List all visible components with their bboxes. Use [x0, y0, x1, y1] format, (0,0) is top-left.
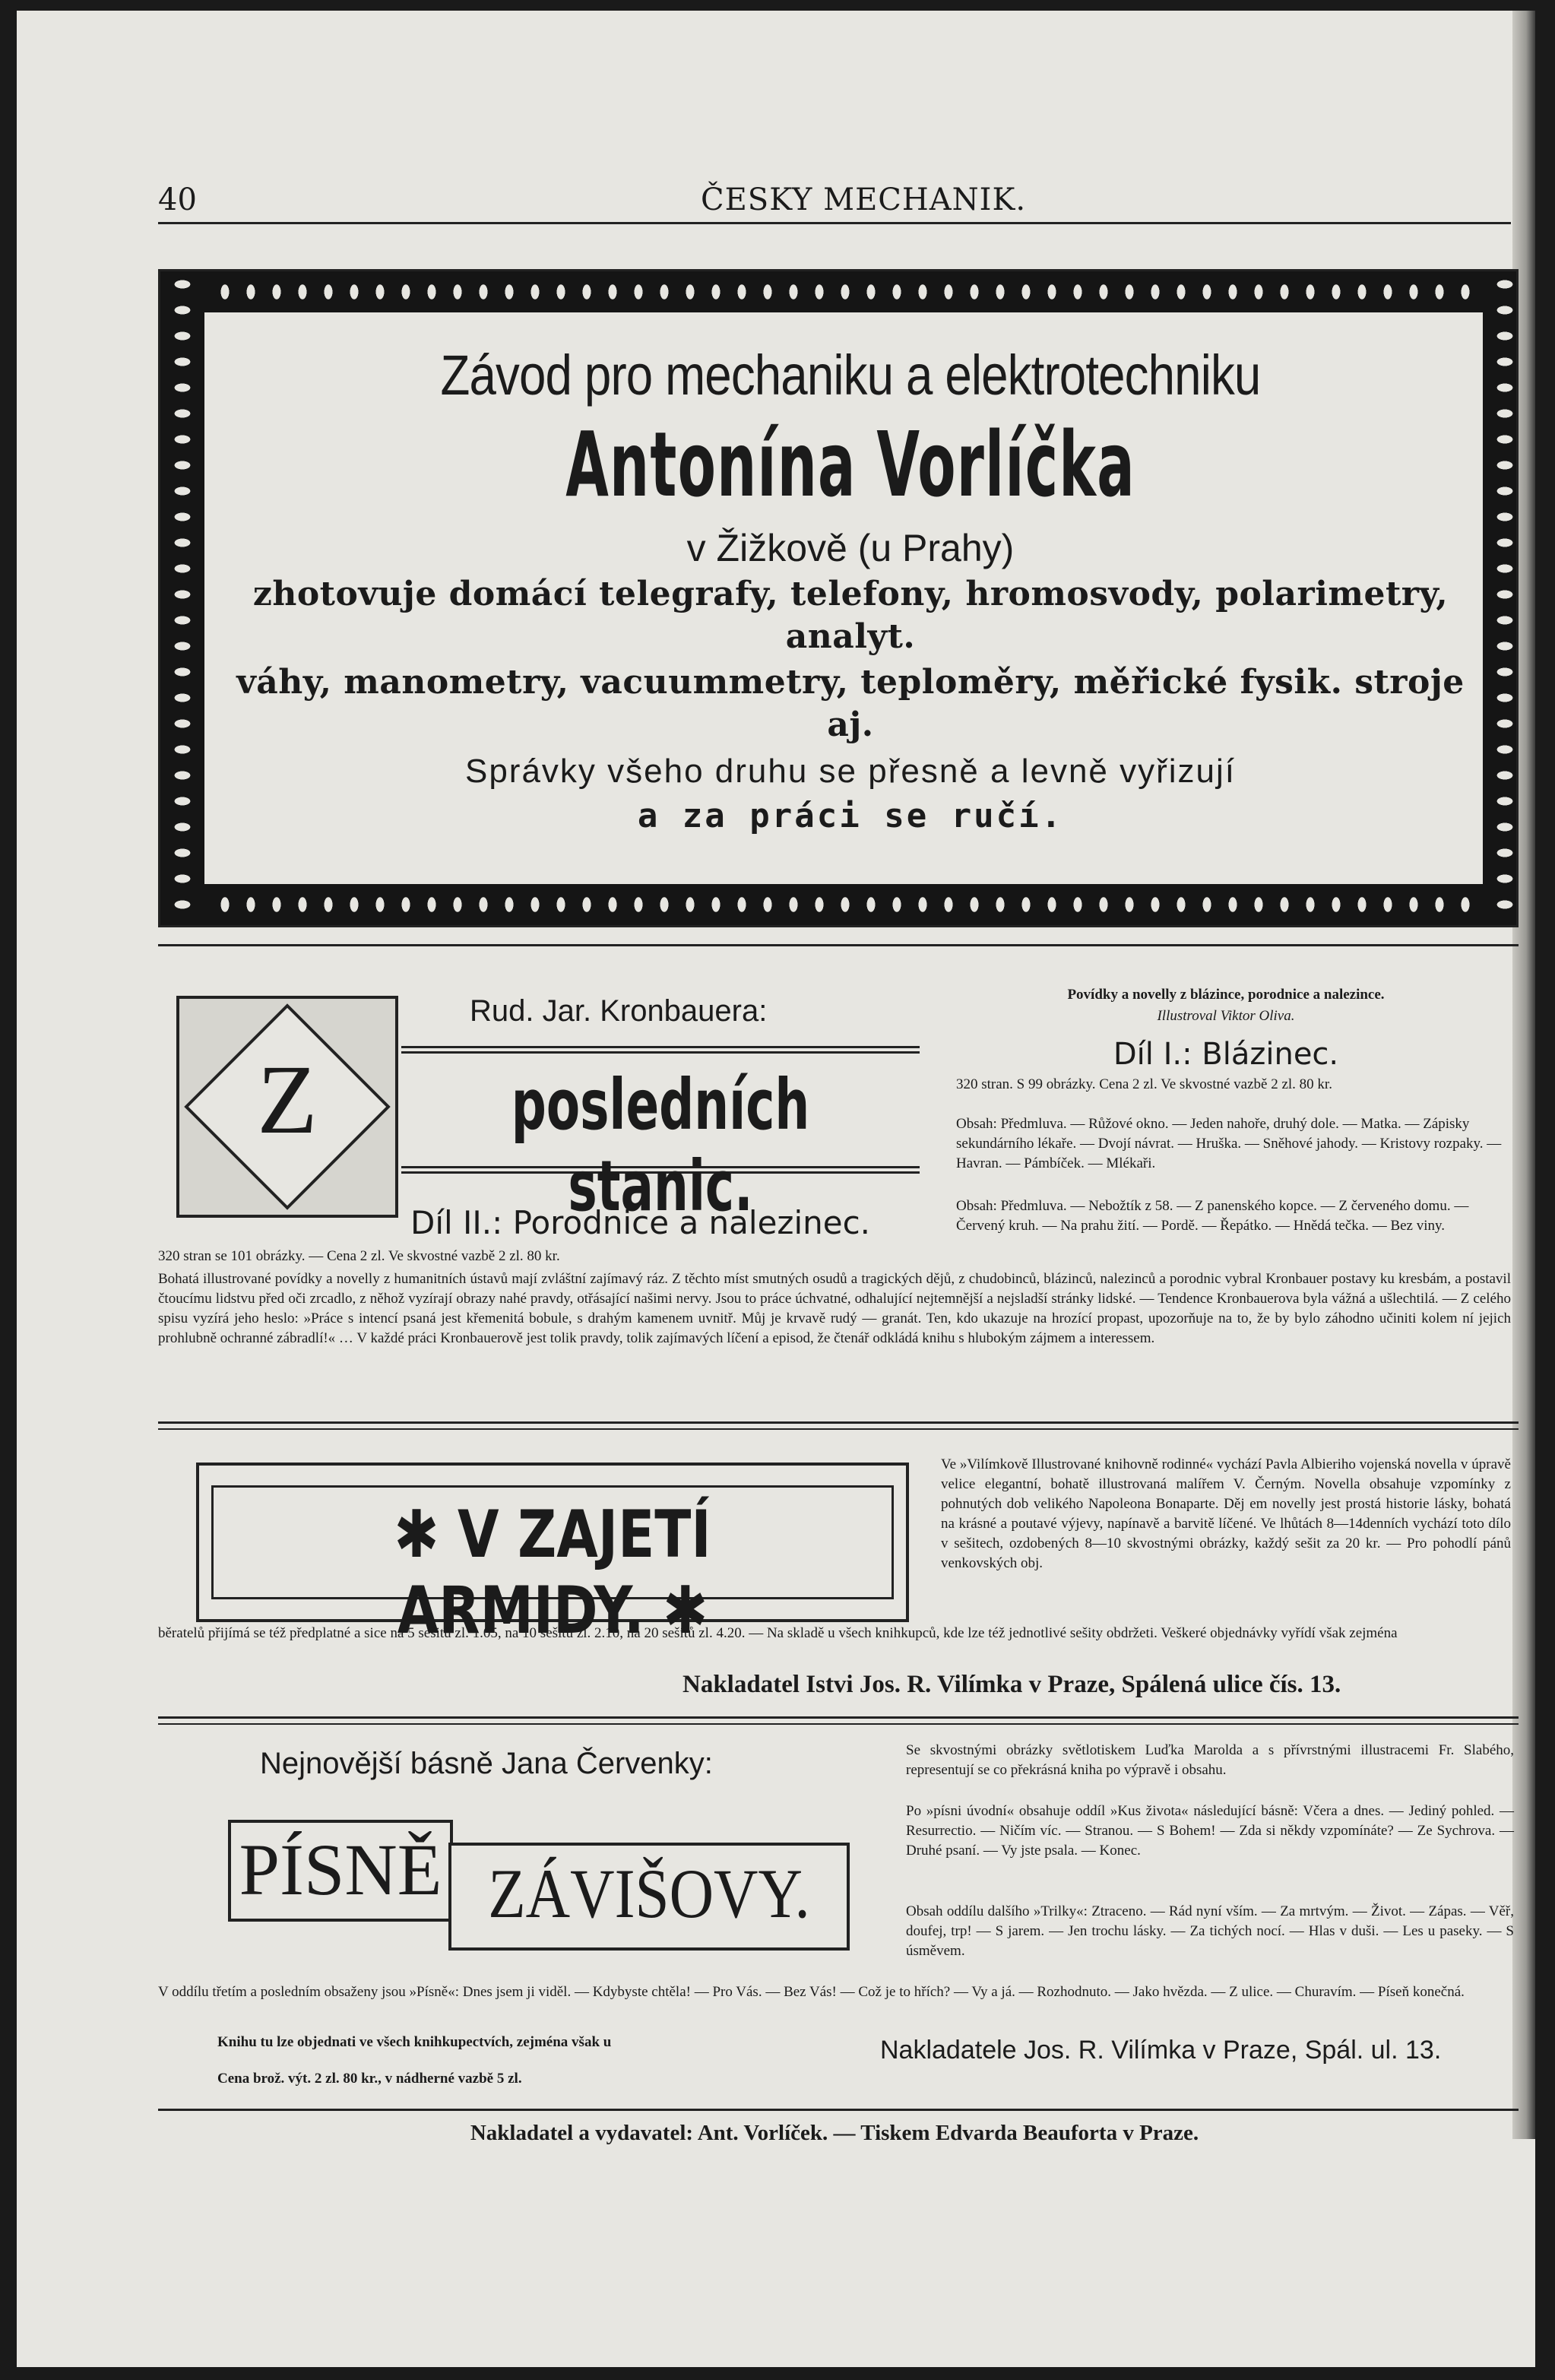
vorlicek-advert: [158, 269, 1519, 927]
kronbauer-author: Rud. Jar. Kronbauera:: [470, 994, 768, 1028]
advert-subtitle: Závod pro mechaniku a elektrotechniku: [440, 344, 1261, 407]
advert-products-2: váhy, manometry, vacuummetry, teploměry, měřické fysik. stroje aj.: [236, 663, 1465, 744]
kronbauer-right-heading: Povídky a novelly z blázince, porodnice a nalezince.: [1067, 987, 1385, 1003]
section-rule: [158, 1716, 1519, 1725]
advert-repairs: Správky všeho druhu se přesně a levně vyřizují: [464, 753, 1237, 790]
ornamental-initial-box: [176, 996, 398, 1218]
volume-2-title: Díl II.: Porodnice a nalezinec.: [410, 1204, 871, 1241]
armida-publisher: Nakladatel Istvi Jos. R. Vilímka v Praze, Spálená ulice čís. 13.: [682, 1671, 1341, 1698]
armida-title: ✱ V ZAJETÍ ARMIDY. ✱: [394, 1497, 711, 1649]
cervenka-order-note: Knihu tu lze objednati ve všech knihkupectvích, zejména však u: [217, 2034, 612, 2050]
zavisovy-frame: [448, 1843, 850, 1951]
cervenka-author: Nejnovější básně Jana Červenky:: [260, 1747, 713, 1780]
ornamental-initial: Z: [257, 1045, 318, 1155]
cervenka-contents-3: V oddílu třetím a posledním obsaženy jsou »Písně«: Dnes jsem ji viděl. — Kdybyste chtěla! — Pro Vás. — Bez Vás! — Což je to hřích? — Vy a já. — Rozhodnuto. — Jako hvězda. — Z ulice. — Churavím. — Píseň konečná.: [158, 1984, 1465, 2000]
section-rule: [158, 1421, 1519, 1430]
title-word-zavisovy: ZÁVIŠOVY.: [488, 1855, 810, 1932]
section-rule: [158, 2109, 1519, 2111]
volume-1-title: Díl I.: Blázinec.: [1113, 1037, 1339, 1072]
header-rule: [158, 222, 1511, 224]
kronbauer-illustrator: Illustroval Viktor Oliva.: [1157, 1008, 1295, 1024]
advert-location: v Žižkově (u Prahy): [686, 527, 1015, 569]
cervenka-price: Cena brož. výt. 2 zl. 80 kr., v nádherné vazbě 5 zl.: [217, 2071, 522, 2087]
cervenka-contents-2: Obsah oddílu dalšího »Trilky«: Ztraceno. — Rád nyní vším. — Za mrtvým. — Život. — Zápas. — Věř, doufej, trp! — S jarem. — Jen trochu lásky. — Za tichých nocí. — Hlas v duši. — Les u paseky. — S úsměvem.: [906, 1903, 1514, 1959]
advert-products-1: zhotovuje domácí telegrafy, telefony, hromosvody, polarimetry, analyt.: [252, 575, 1449, 656]
volume-1-contents: Obsah: Předmluva. — Růžové okno. — Jeden nahoře, druhý dole. — Matka. — Zápisky sekundárního lékaře. — Dvojí návrat. — Hruška. — Sněhové jahody. — Kristovy rozpaky. — Havran. — Pámbíček. — Mlékaři.: [956, 1116, 1502, 1171]
advert-guarantee: a za práci se ručí.: [637, 797, 1064, 835]
magazine-page: [17, 11, 1535, 2367]
advert-company-name: Antonína Vorlíčka: [565, 412, 1135, 517]
cervenka-description: Se skvostnými obrázky světlotiskem Luďka Marolda a s přívrstnými illustracemi Fr. Slabého, representují se co překrásná kniha po výpravě i obsahu.: [906, 1742, 1514, 1778]
volume-2-meta: 320 stran se 101 obrázky. — Cena 2 zl. Ve skvostné vazbě 2 zl. 80 kr.: [158, 1248, 560, 1264]
section-rule: [158, 944, 1519, 946]
title-word-pisne: PÍSNĚ: [239, 1829, 442, 1910]
page-number: 40: [158, 182, 197, 217]
pisne-frame: [228, 1820, 453, 1922]
cervenka-publisher: Nakladatele Jos. R. Vilímka v Praze, Spál. ul. 13.: [880, 2036, 1442, 2065]
volume-1-meta: 320 stran. S 99 obrázky. Cena 2 zl. Ve skvostné vazbě 2 zl. 80 kr.: [956, 1076, 1332, 1092]
armida-description: Ve »Vilímkově Illustrované knihovně rodinné« vychází Pavla Albieriho vojenská novella v úpravě velice elegantní, bohatě illustrovaná malířem V. Černým. Novella obsahuje vzpomínky z pohnutých dob velikého Napoleona Bonaparte. Děj em novelly jest prostá historie lásky, bohatá na krásné a poutavé výjevy, napínavě a barvitě líčené. Ve lhůtách 8—14denních vychází toto dílo v sešitech, ozdobených 8—10 skvostnými obrázky, každý sešit za 20 kr. — Pro pohodlí pánů venkovských obj.: [941, 1456, 1511, 1571]
ornament-border-left: [160, 271, 204, 925]
vorlicek-advert-text: [223, 329, 1478, 869]
volume-2-contents: Obsah: Předmluva. — Nebožtík z 58. — Z panenského kopce. — Z červeného domu. — Červený kruh. — Na prahu žití. — Pordě. — Řepátko. — Hnědá tečka. — Bez viny.: [956, 1198, 1469, 1234]
cervenka-contents-1: Po »písni úvodní« obsahuje oddíl »Kus života« následující básně: Včera a dnes. — Jediný pohled. — Resurrectio. — Ničím víc. — Stranou. — S Bohem! — Zda si někdy vzpomínáte? — Ze Sychrova. — Druhé psaní. — Vy jste psala. — Konec.: [906, 1803, 1514, 1859]
journal-title: ČESKY MECHANIK.: [701, 182, 1027, 217]
imprint: Nakladatel a vydavatel: Ant. Vorlíček. — Tiskem Edvarda Beauforta v Praze.: [470, 2121, 1199, 2145]
book-title: posledních stanic.: [511, 1064, 810, 1227]
ornament-border-bottom: [160, 884, 1516, 925]
armida-subscription: běratelů přijímá se též předplatné a sice na 5 sešitů zl. 1.05, na 10 sešitů zl. 2.10, na 20 sešitů zl. 4.20. — Na skladě u všech knihkupců, kde lze též jednotlivé sešity obdržeti. Veškeré objednávky vyřídí však zejména: [158, 1625, 1398, 1641]
ornament-border-top: [160, 271, 1516, 312]
kronbauer-description: Bohatá illustrované povídky a novelly z humanitních ústavů mají zvláštní zajímavý ráz. Z těchto míst smutných osudů a tragických dějů, z chudobinců, blázinců, nalezinců a porodnic vybral Kronbauer postavy ku kresbám, a postavil čtoucímu lidstvu před oči zrcadlo, z něhož vyzírají obrazy nahé pravdy, otřásající našimi nervy. Jsou to práce úchvatné, odhalující nejtemnější a nejsladší stránky lidské. — Tendence Kronbauerova byla vážná a ušlechtilá. — Z celého spisu vyzírá jeho heslo: »Práce s intencí psaná jest křemenitá bobule, s drahým kamenem uvnitř. Můj je krvavě rudý — granát. Ten, kdo ukazuje na hrozící propast, upozorňuje na to, že by bylo záhodno učiniti kolem ní jejich prohlubně ochranné zábradlí!« … V každé práci Kronbauerově jest tolik pravdy, tolik zajímavých líčení a episod, že čtenář odkládá knihu s hlubokým zájmem a interessem.: [158, 1271, 1511, 1346]
ornament-border-right: [1483, 271, 1516, 925]
